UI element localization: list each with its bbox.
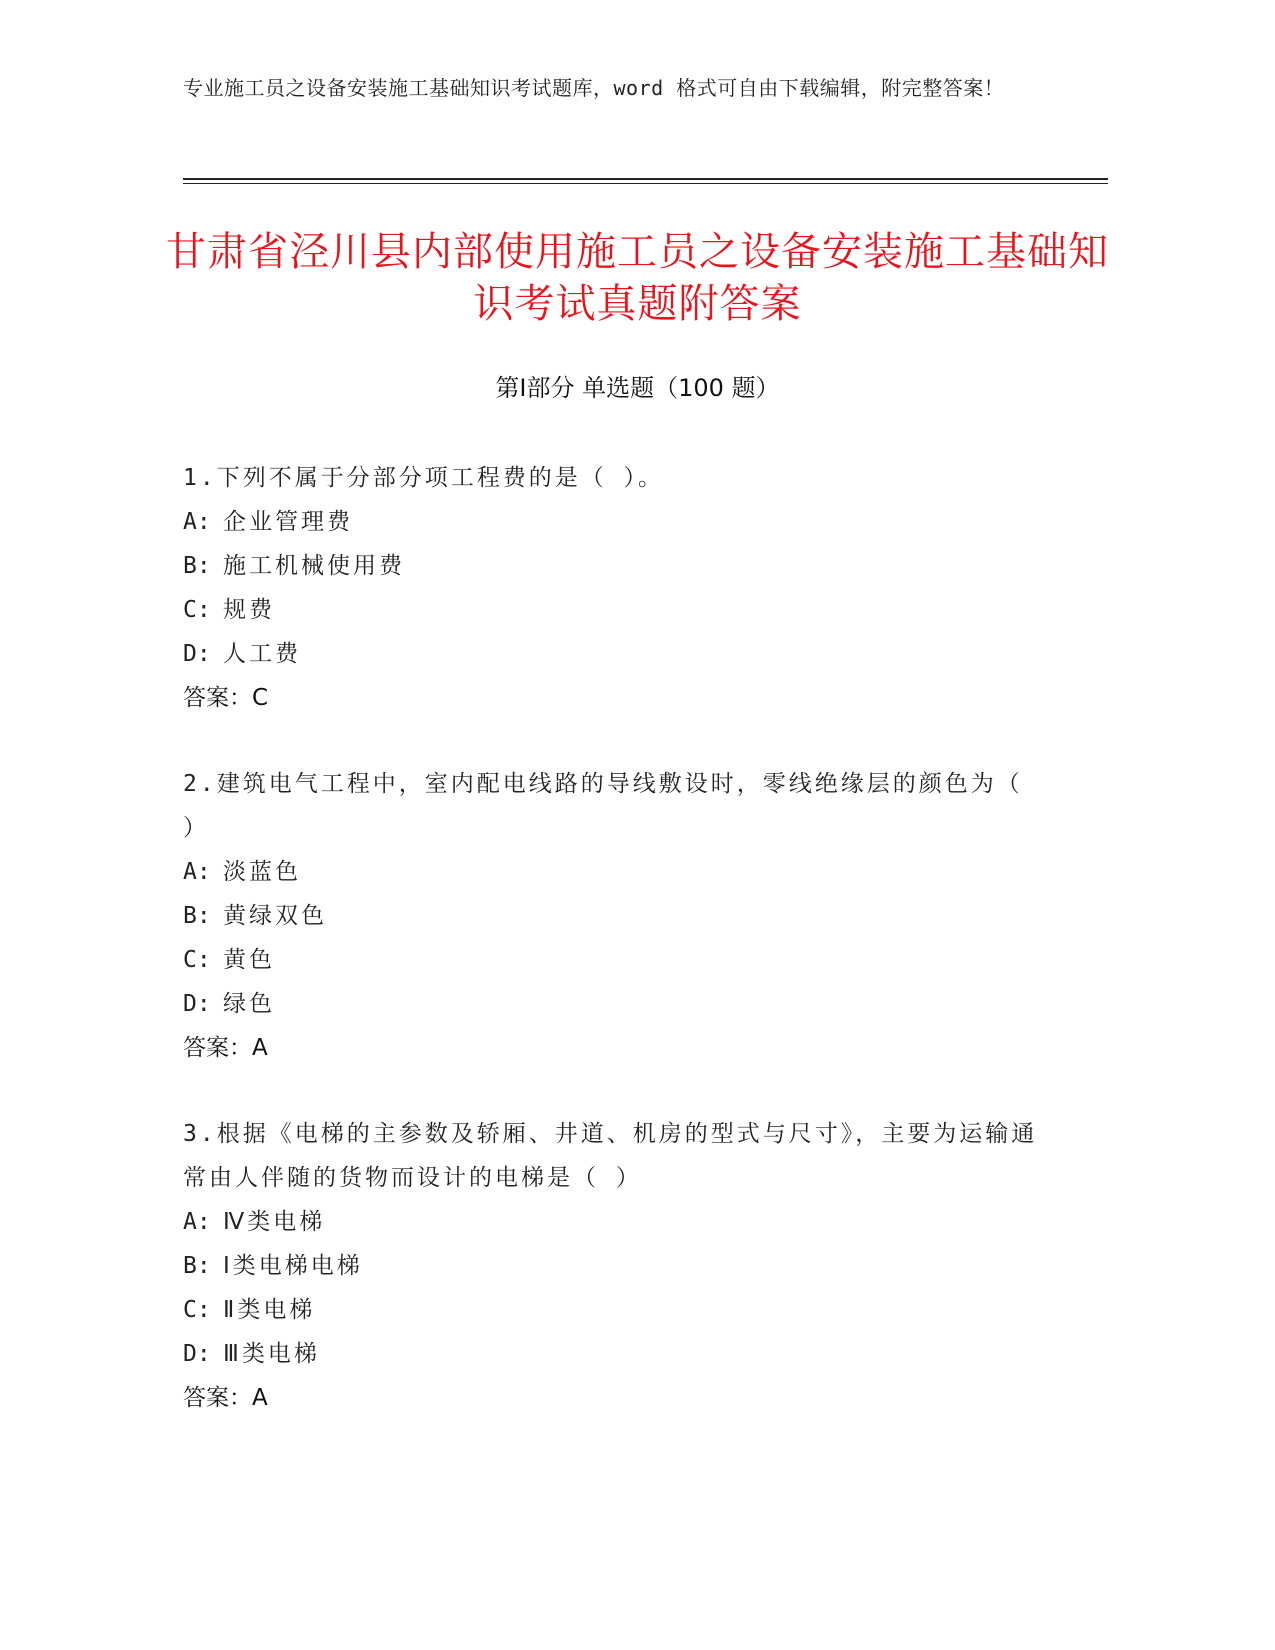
answer-line: 答案：C — [183, 685, 269, 711]
section-title: 第Ⅰ部分 单选题（100 题） — [495, 374, 780, 402]
option-letter: A: — [183, 859, 211, 885]
option-letter: A: — [183, 1209, 211, 1235]
option-letter: B: — [183, 553, 211, 579]
question-stem: 2.建筑电气工程中，室内配电线路的导线敷设时，零线绝缘层的颜色为（ ） — [183, 771, 1023, 841]
question-2 — [183, 762, 1053, 1070]
option-letter: B: — [183, 903, 211, 929]
option-text: Ⅳ类电梯 — [223, 1209, 326, 1235]
option-text: 绿色 — [223, 991, 275, 1017]
option-text: 施工机械使用费 — [223, 553, 405, 579]
option-letter: D: — [183, 991, 211, 1017]
option-text: Ⅰ类电梯电梯 — [223, 1253, 363, 1279]
question-list — [183, 456, 1053, 1462]
option-letter: C: — [183, 947, 211, 973]
option-d — [183, 632, 1053, 676]
option-b — [183, 1244, 1053, 1288]
option-text: Ⅱ类电梯 — [223, 1297, 316, 1323]
option-letter: C: — [183, 597, 211, 623]
option-letter: A: — [183, 509, 211, 535]
option-a — [183, 1200, 1053, 1244]
option-d — [183, 1332, 1053, 1376]
option-b — [183, 894, 1053, 938]
option-c — [183, 588, 1053, 632]
option-a — [183, 500, 1053, 544]
option-d — [183, 982, 1053, 1026]
option-letter: B: — [183, 1253, 211, 1279]
question-stem: 3.根据《电梯的主参数及轿厢、井道、机房的型式与尺寸》，主要为运输通常由人伴随的货物而设计的电梯是（ ） — [183, 1121, 1038, 1191]
option-text: 人工费 — [223, 641, 301, 667]
question-3 — [183, 1112, 1053, 1420]
option-text: 黄色 — [223, 947, 275, 973]
option-text: 黄绿双色 — [223, 903, 327, 929]
header-divider-thick — [183, 178, 1108, 180]
option-text: 企业管理费 — [223, 509, 353, 535]
option-b — [183, 544, 1053, 588]
option-c — [183, 1288, 1053, 1332]
answer-line: 答案：A — [183, 1035, 268, 1061]
document-title: 甘肃省泾川县内部使用施工员之设备安装施工基础知识考试真题附答案 — [166, 229, 1109, 327]
answer-line: 答案：A — [183, 1385, 268, 1411]
option-c — [183, 938, 1053, 982]
option-text: 淡蓝色 — [223, 859, 301, 885]
option-a — [183, 850, 1053, 894]
option-text: Ⅲ类电梯 — [223, 1341, 320, 1367]
header-divider-thin — [183, 183, 1108, 184]
option-letter: D: — [183, 1341, 211, 1367]
question-stem: 1.下列不属于分部分项工程费的是（ ）。 — [183, 465, 665, 491]
question-1 — [183, 456, 1053, 720]
option-letter: C: — [183, 1297, 211, 1323]
header-note: 专业施工员之设备安装施工基础知识考试题库，word 格式可自由下载编辑，附完整答案！ — [183, 76, 1005, 100]
option-letter: D: — [183, 641, 211, 667]
option-text: 规费 — [223, 597, 275, 623]
